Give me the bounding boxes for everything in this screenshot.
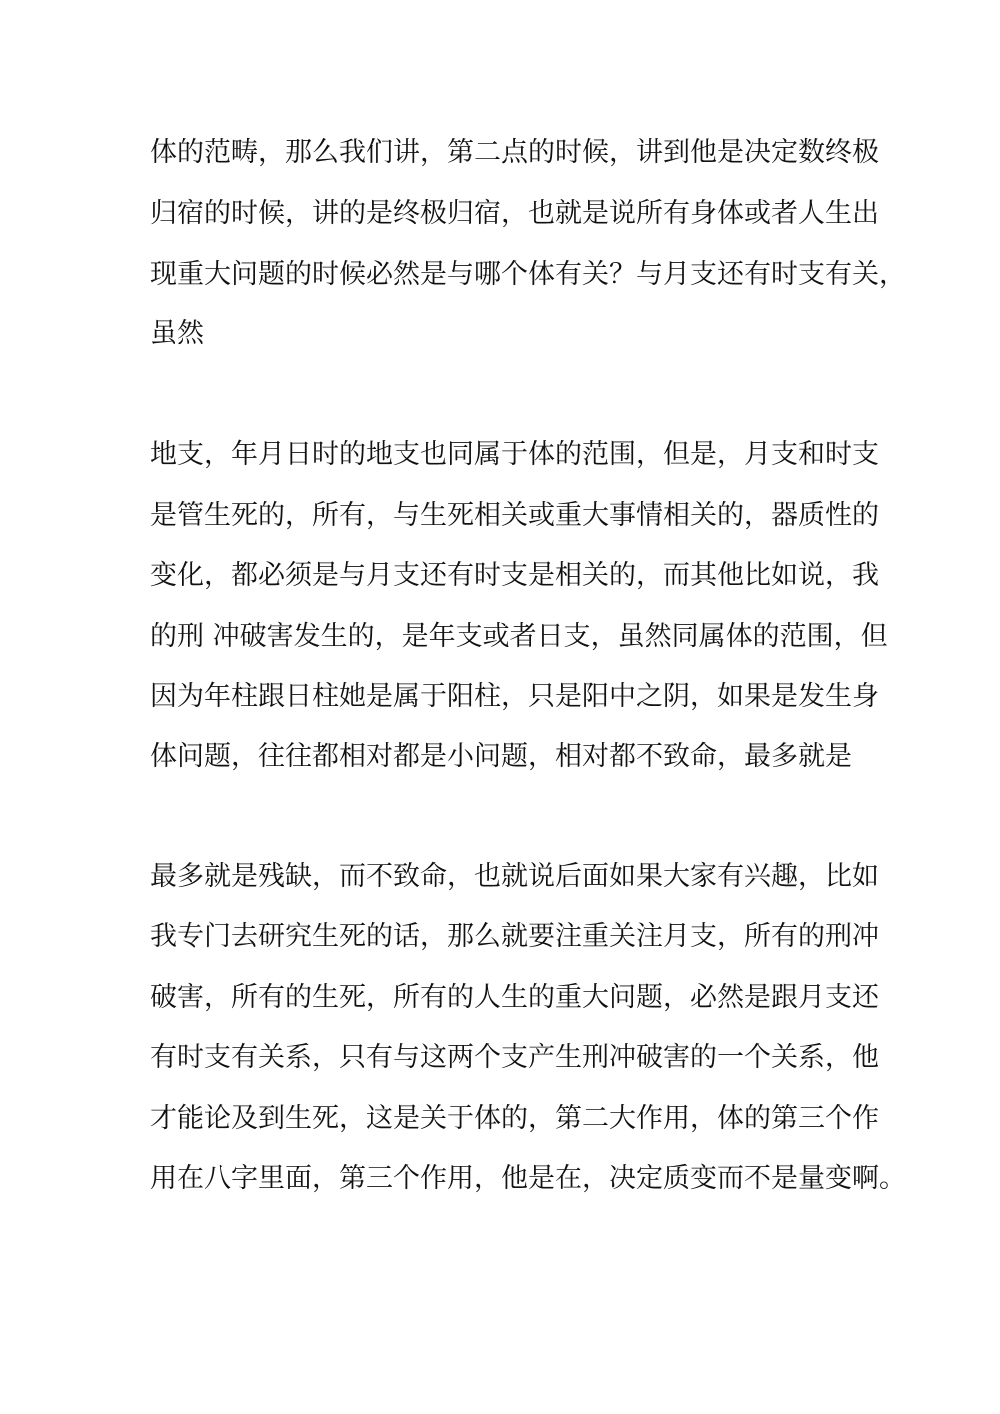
text-line: 地支，年月日时的地支也同属于体的范围，但是，月支和时支 xyxy=(150,439,879,470)
text-line: 我专门去研究生死的话，那么就要注重关注月支，所有的刑冲 xyxy=(150,921,879,952)
text-line: 因为年柱跟日柱她是属于阳柱，只是阳中之阴，如果是发生身 xyxy=(150,681,879,712)
text-line: 虽然 xyxy=(150,318,204,349)
text-line: 有时支有关系，只有与这两个支产生刑冲破害的一个关系，他 xyxy=(150,1042,879,1073)
text-line: 变化，都必须是与月支还有时支是相关的，而其他比如说，我 xyxy=(150,560,879,591)
text-line: 用在八字里面，第三个作用，他是在，决定质变而不是量变啊。 xyxy=(150,1163,906,1194)
text-line: 体问题，往往都相对都是小问题，相对都不致命，最多就是 xyxy=(150,741,852,772)
text-line: 是管生死的，所有，与生死相关或重大事情相关的，器质性的 xyxy=(150,500,879,531)
text-line: 才能论及到生死，这是关于体的，第二大作用，体的第三个作 xyxy=(150,1103,879,1134)
text-line: 现重大问题的时候必然是与哪个体有关？与月支还有时支有关， xyxy=(150,259,906,290)
text-line: 归宿的时候，讲的是终极归宿，也就是说所有身体或者人生出 xyxy=(150,198,879,229)
text-line: 最多就是残缺，而不致命，也就说后面如果大家有兴趣，比如 xyxy=(150,861,879,892)
text-line: 破害，所有的生死，所有的人生的重大问题，必然是跟月支还 xyxy=(150,982,879,1013)
text-line: 的刑 冲破害发生的，是年支或者日支，虽然同属体的范围，但 xyxy=(150,621,888,652)
text-line: 体的范畴，那么我们讲，第二点的时候，讲到他是决定数终极 xyxy=(150,137,879,168)
